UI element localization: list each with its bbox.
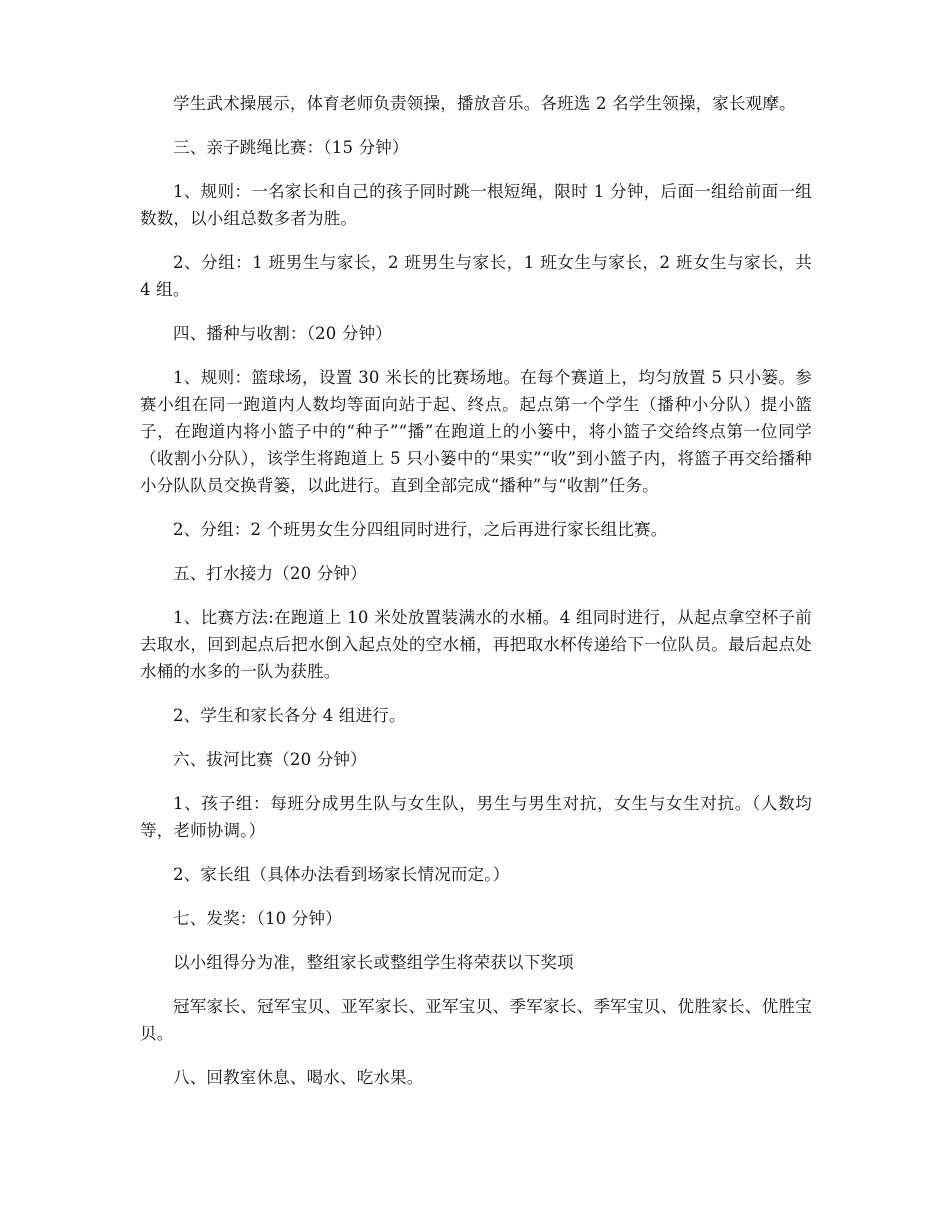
paragraph-section-4-groups: 2、分组：2 个班男女生分四组同时进行，之后再进行家长组比赛。 <box>173 520 668 539</box>
heading-section-5: 五、打水接力（20 分钟） <box>173 564 367 583</box>
paragraph-wushu-intro: 学生武术操展示，体育老师负责领操，播放音乐。各班选 2 名学生领操，家长观摩。 <box>173 94 796 113</box>
heading-section-4: 四、播种与收割：（20 分钟） <box>173 324 392 343</box>
paragraph-section-7-basis: 以小组得分为准，整组家长或整组学生将荣获以下奖项 <box>173 953 574 972</box>
paragraph-section-6-children: 1、孩子组：每班分成男生队与女生队，男生与男生对抗，女生与女生对抗。（人数均等，老师协调。） <box>140 794 812 840</box>
paragraph-section-3-rules: 1、规则：一名家长和自己的孩子同时跳一根短绳，限时 1 分钟，后面一组给前面一组数数，以小组总数多者为胜。 <box>140 182 812 228</box>
heading-section-6: 六、拔河比赛（20 分钟） <box>173 750 367 769</box>
document-body <box>140 90 812 1108</box>
paragraph-section-6-parents: 2、家长组（具体办法看到场家长情况而定。） <box>173 865 510 884</box>
heading-section-7: 七、发奖：（10 分钟） <box>173 909 342 928</box>
paragraph-section-7-awards: 冠军家长、冠军宝贝、亚军家长、亚军宝贝、季军家长、季军宝贝、优胜家长、优胜宝贝。 <box>140 997 812 1043</box>
paragraph-section-3-groups: 2、分组：1 班男生与家长，2 班男生与家长，1 班女生与家长，2 班女生与家长，共 4 组。 <box>140 253 812 299</box>
paragraph-section-5-method: 1、比赛方法:在跑道上 10 米处放置装满水的水桶。4 组同时进行，从起点拿空杯子前去取水，回到起点后把水倒入起点处的空水桶，再把取水杯传递给下一位队员。最后起点处水桶的水多的一队为获胜。 <box>140 608 812 681</box>
heading-section-8: 八、回教室休息、喝水、吃水果。 <box>173 1068 424 1087</box>
paragraph-section-5-groups: 2、学生和家长各分 4 组进行。 <box>173 706 406 725</box>
heading-section-3: 三、亲子跳绳比赛：（15 分钟） <box>173 138 409 157</box>
paragraph-section-4-rules: 1、规则：篮球场，设置 30 米长的比赛场地。在每个赛道上，均匀放置 5 只小篓。参赛小组在同一跑道内人数均等面向站于起、终点。起点第一个学生（播种小分队）提小篮子，在跑道内将小篮子中的“种子”“播”在跑道上的小篓中，将小篮子交给终点第一位同学（收割小分队），该学生将跑道上 5 只小篓中的“果实”“收”到小篮子内，将篮子再交给播种小分队队员交换背篓，以此进行。直到全部完成“播种”与“收割”任务。 <box>140 368 812 495</box>
